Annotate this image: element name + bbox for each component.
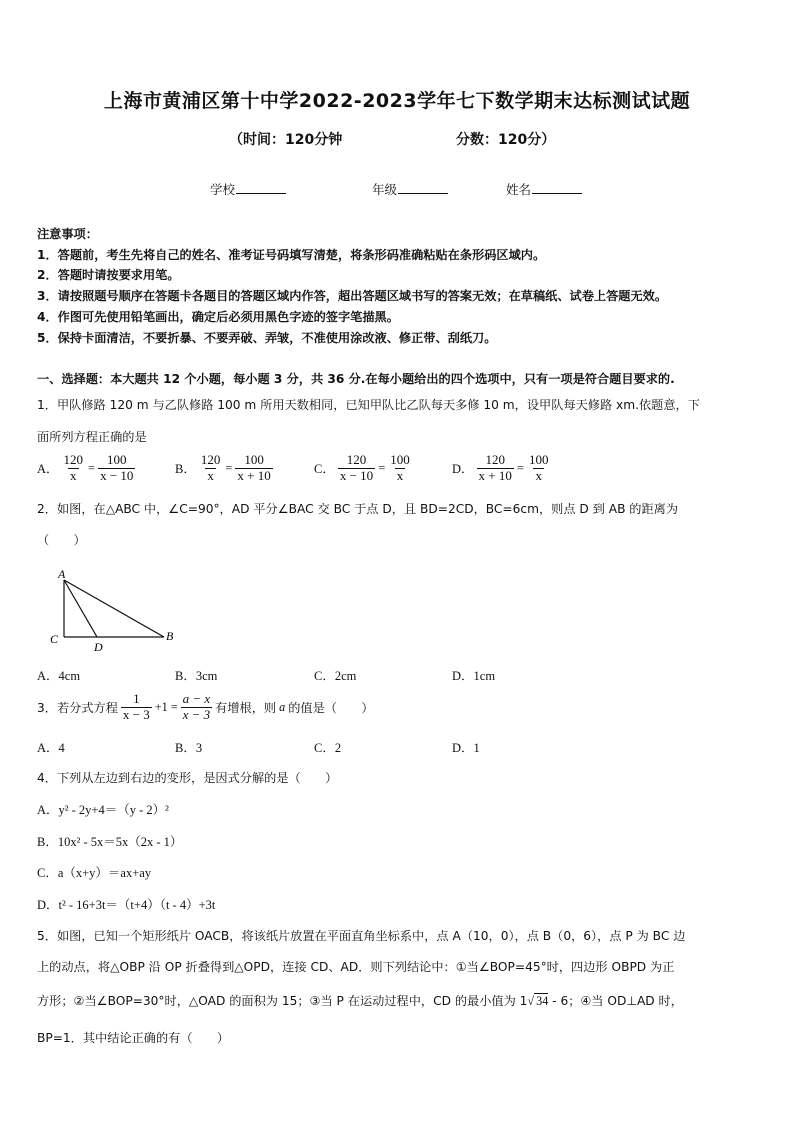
notice-item-3: 3．请按照题号顺序在答题卡各题目的答题区域内作答，超出答题区域书写的答案无效；在草稿纸、试卷上答题无效。 xyxy=(37,289,668,303)
equals-sign: = xyxy=(225,460,233,475)
notice-item-4: 4．作图可先使用铅笔画出，确定后必须用黑色字迹的签字笔描黑。 xyxy=(37,310,399,324)
q1-line2: 面所列方程正确的是 xyxy=(37,430,147,444)
q3-var: a xyxy=(279,699,286,714)
option-label: D． xyxy=(452,462,474,477)
q4-stem: 4．下列从左边到右边的变形，是因式分解的是（ ） xyxy=(37,771,338,785)
notice-item-1: 1．答题前，考生先将自己的姓名、准考证号码填写清楚，将条形码准确粘贴在条形码区域内。 xyxy=(37,248,546,262)
q2-line1: 2．如图，在△ABC 中，∠C=90°，AD 平分∠BAC 交 BC 于点 D，且 BD=2CD，BC=6cm，则点 D 到 AB 的距离为 xyxy=(37,502,679,516)
fraction: $\frac{120}{x}$ xyxy=(63,452,84,483)
q5-line3 xyxy=(37,992,683,1009)
q1-option-d[interactable] xyxy=(452,453,550,484)
side-ab xyxy=(64,580,164,637)
fraction: $\frac{120}{x}$ xyxy=(200,452,221,483)
name-blank[interactable] xyxy=(532,181,582,194)
equals-sign: = xyxy=(88,460,96,475)
fraction: $\frac{a - x}{x - 3}$ xyxy=(182,691,211,722)
notice-heading: 注意事项： xyxy=(37,227,98,241)
q3-post: 有增根，则 xyxy=(215,700,277,715)
fraction: $\frac{100}{x}$ xyxy=(390,452,410,483)
option-label: C． xyxy=(314,462,335,477)
q3-pre: 3．若分式方程 xyxy=(37,700,118,715)
q2-option-b[interactable]: B．3cm xyxy=(175,669,218,683)
q1-line1: 1．甲队修路 120 m 与乙队修路 100 m 所用天数相同，已知甲队比乙队每天多修 10 m，设甲队每天修路 xm.依题意，下 xyxy=(37,398,700,412)
name-label: 姓名 xyxy=(506,182,532,197)
q4-option-c[interactable]: C．a（x+y）＝ax+ay xyxy=(37,866,152,880)
q2-option-a[interactable]: A．4cm xyxy=(37,669,81,683)
q1-option-a[interactable] xyxy=(37,453,135,484)
q4-option-a[interactable]: A．y² - 2y+4＝（y - 2）² xyxy=(37,803,169,817)
q1-option-c[interactable] xyxy=(314,453,412,484)
option-label: A． xyxy=(37,462,59,477)
q5-line4: BP=1．其中结论正确的有（ ） xyxy=(37,1031,230,1045)
equals-sign: = xyxy=(516,460,524,475)
q5-line3-a: 方形；②当∠BOP=30°时，△OAD 的面积为 15；③当 P 在运动过程中，CD 的最小值为 1 xyxy=(37,994,528,1008)
segment-ad xyxy=(64,580,97,637)
q4-option-b[interactable]: B．10x² - 5x＝5x（2x - 1） xyxy=(37,835,183,849)
label-c: C xyxy=(50,632,59,646)
fraction: $\frac{100}{x - 10}$ xyxy=(100,452,134,483)
label-b: B xyxy=(166,629,174,643)
q3-option-a[interactable]: A．4 xyxy=(37,741,65,755)
name-field xyxy=(506,180,582,198)
q4-option-d[interactable]: D．t² - 16+3t＝（t+4）（t - 4）+3t xyxy=(37,898,216,912)
exam-time: （时间：120分钟 xyxy=(229,132,343,148)
option-label: B． xyxy=(175,462,196,477)
triangle-figure xyxy=(46,565,186,655)
fraction: $\frac{120}{x + 10}$ xyxy=(478,452,512,483)
grade-blank[interactable] xyxy=(398,181,448,194)
q3-option-d[interactable]: D．1 xyxy=(452,741,480,755)
grade-label: 年级 xyxy=(372,182,398,197)
q3-stem xyxy=(37,692,374,723)
fraction: $\frac{120}{x - 10}$ xyxy=(339,452,374,483)
q5-line2: 上的动点，将△OBP 沿 OP 折叠得到△OPD，连接 CD、AD．则下列结论中：①当∠BOP=45°时，四边形 OBPD 为正 xyxy=(37,960,675,974)
q2-option-d[interactable]: D．1cm xyxy=(452,669,496,683)
q5-line3-b: - 6；④当 OD⊥AD 时， xyxy=(548,994,683,1008)
fraction: $\frac{100}{x + 10}$ xyxy=(237,452,271,483)
sqrt-expression: √ 34 xyxy=(527,994,549,1008)
q5-line1: 5．如图，已知一个矩形纸片 OACB，将该纸片放置在平面直角坐标系中，点 A（10，0），点 B（0，6），点 P 为 BC 边 xyxy=(37,929,686,943)
label-a: A xyxy=(58,567,66,581)
school-label: 学校 xyxy=(210,182,236,197)
fraction: $\frac{1}{x - 3}$ xyxy=(122,691,150,722)
exam-score: 分数：120分） xyxy=(456,132,556,148)
q2-option-c[interactable]: C．2cm xyxy=(314,669,357,683)
q3-post2: 的值是（ ） xyxy=(288,700,374,715)
school-blank[interactable] xyxy=(236,181,286,194)
grade-field xyxy=(372,180,448,198)
label-d: D xyxy=(94,640,103,654)
q3-mid: +1 = xyxy=(154,699,178,714)
q3-option-c[interactable]: C．2 xyxy=(314,741,342,755)
equals-sign: = xyxy=(378,460,386,475)
q1-option-b[interactable] xyxy=(175,453,273,484)
fraction: $\frac{100}{x}$ xyxy=(528,452,549,483)
exam-title: 上海市黄浦区第十中学2022-2023学年七下数学期末达标测试试题 xyxy=(103,90,691,112)
school-field xyxy=(210,180,286,198)
q2-line2: （ ） xyxy=(37,533,86,547)
notice-item-5: 5．保持卡面清洁，不要折暴、不要弄破、弄皱，不准使用涂改液、修正带、刮纸刀。 xyxy=(37,331,497,345)
q3-option-b[interactable]: B．3 xyxy=(175,741,203,755)
notice-item-2: 2．答题时请按要求用笔。 xyxy=(37,268,180,282)
section-heading: 一、选择题：本大题共 12 个小题，每小题 3 分，共 36 分.在每小题给出的四个选项中，只有一项是符合题目要求的. xyxy=(37,372,675,386)
